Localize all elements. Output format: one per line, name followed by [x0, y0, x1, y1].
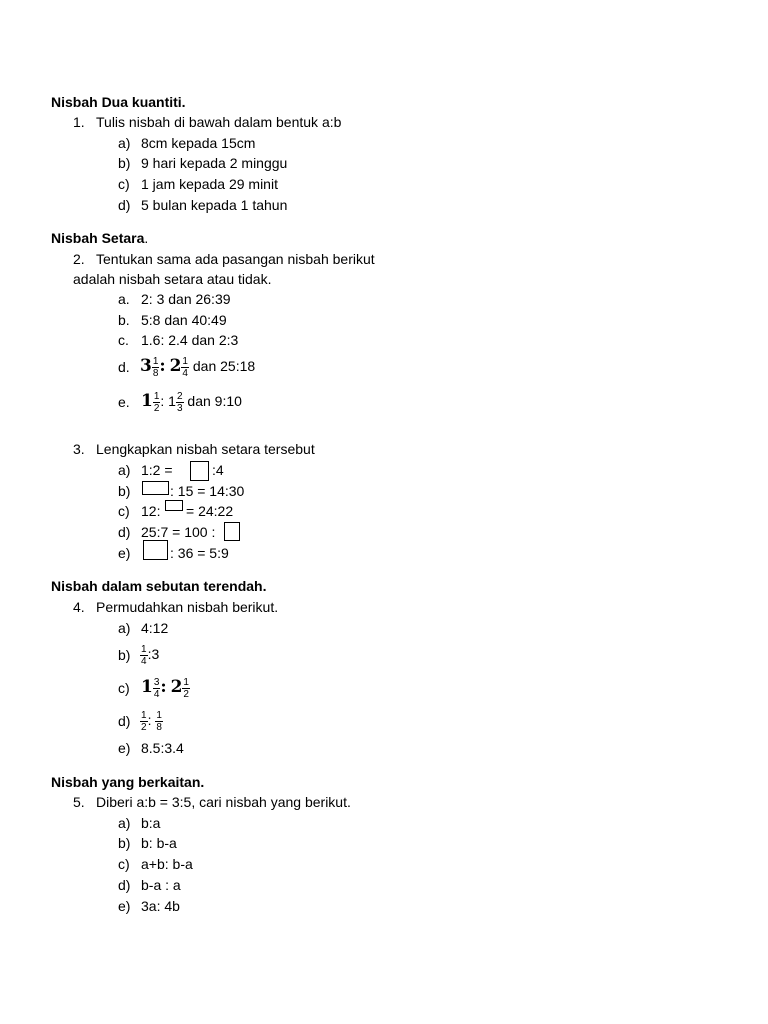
q1-item-b-label: b) [118, 155, 131, 171]
q4-d-fraction-2 [155, 710, 163, 733]
q5-item-c-label: c) [118, 856, 130, 872]
q2-e-fraction-2 [176, 391, 184, 414]
q2-d-numerator-1: 1 [152, 355, 159, 367]
q3-item-c-pre: 12: [141, 503, 161, 519]
q2-item-b-label: b. [118, 312, 130, 328]
q2-e-denominator-1: 2 [153, 402, 160, 414]
q3-item-e-post: : 36 = 5:9 [170, 545, 229, 561]
q2-d-numerator-2: 1 [182, 355, 188, 367]
q4-c-numerator-1: 3 [153, 676, 160, 688]
question-4-number: 4. [73, 599, 85, 615]
question-3-number: 3. [73, 441, 85, 457]
question-1-number: 1. [73, 114, 85, 130]
q4-item-e-label: e) [118, 740, 131, 756]
q3-item-c-label: c) [118, 503, 130, 519]
q2-e-denominator-2: 3 [176, 402, 183, 414]
q3-a-answer-box[interactable] [190, 461, 209, 481]
q4-b-fraction [140, 644, 148, 667]
q2-e-whole-1: 1 [141, 391, 153, 411]
q2-item-a-label: a. [118, 291, 130, 307]
section-heading-nisbah-setara: Nisbah Setara [51, 230, 145, 246]
q4-c-denominator-2: 2 [183, 688, 189, 700]
q2-item-c-label: c. [118, 332, 129, 348]
q4-item-c-label: c) [118, 680, 130, 696]
q1-item-d-label: d) [118, 197, 131, 213]
q4-item-a-label: a) [118, 620, 131, 636]
q4-c-whole-2: 2 [170, 677, 183, 697]
q2-item-a-text: 2: 3 dan 26:39 [141, 291, 231, 307]
q3-b-answer-box[interactable] [142, 481, 169, 495]
question-2-text-line1: Tentukan sama ada pasangan nisbah berikut [96, 251, 375, 267]
q4-c-numerator-2: 1 [183, 676, 189, 688]
q5-item-b-label: b) [118, 835, 131, 851]
q5-item-c-text: a+b: b-a [141, 856, 193, 872]
q5-item-b-text: b: b-a [141, 835, 177, 851]
q2-item-b-text: 5:8 dan 40:49 [141, 312, 227, 328]
q4-d-denominator-1: 2 [141, 721, 147, 733]
q4-d-separator: : [147, 712, 152, 728]
q1-item-c-label: c) [118, 176, 130, 192]
q2-d-denominator-1: 8 [152, 367, 159, 379]
q3-d-answer-box[interactable] [224, 522, 240, 541]
q5-item-e-label: e) [118, 898, 131, 914]
q1-item-a-label: a) [118, 135, 131, 151]
question-2-number: 2. [73, 251, 85, 267]
q1-item-b-text: 9 hari kepada 2 minggu [141, 155, 288, 171]
q2-e-numerator-1: 1 [153, 390, 160, 402]
q2-d-whole-1: 3 [140, 356, 152, 376]
q3-item-a-label: a) [118, 462, 131, 478]
q5-item-a-label: a) [118, 815, 131, 831]
q2-item-e-expression [141, 388, 242, 414]
q2-item-d-expression [140, 353, 255, 379]
q4-b-numerator: 1 [141, 643, 147, 655]
q2-d-denominator-2: 4 [182, 367, 188, 379]
q4-item-d-label: d) [118, 713, 131, 729]
q2-item-e-label: e. [118, 394, 130, 410]
question-5-number: 5. [73, 794, 85, 810]
q4-b-denominator: 4 [141, 655, 147, 667]
q5-item-d-text: b-a : a [141, 877, 181, 893]
q3-e-answer-box[interactable] [143, 540, 168, 560]
q2-item-c-text: 1.6: 2.4 dan 2:3 [141, 332, 239, 348]
q2-d-tail: dan 25:18 [192, 358, 256, 374]
q1-item-c-text: 1 jam kepada 29 minit [141, 176, 278, 192]
question-5-text: Diberi a:b = 3:5, cari nisbah yang berikut. [96, 794, 351, 810]
q2-d-whole-2: 2 [169, 356, 182, 376]
section-heading-nisbah-terendah: Nisbah dalam sebutan terendah. [51, 578, 267, 594]
question-1-text: Tulis nisbah di bawah dalam bentuk a:b [96, 114, 342, 130]
section-heading-dot: . [144, 230, 149, 246]
q4-c-separator: : [160, 677, 167, 697]
q2-item-d-label: d. [118, 359, 130, 375]
q4-item-d-expression [140, 706, 163, 734]
q1-item-a-text: 8cm kepada 15cm [141, 135, 256, 151]
q4-item-b-expression [140, 640, 159, 668]
q5-item-a-text: b:a [141, 815, 161, 831]
q4-item-b-label: b) [118, 647, 131, 663]
q3-item-b-label: b) [118, 483, 131, 499]
q4-d-numerator-2: 1 [156, 709, 162, 721]
section-heading-nisbah-setara-row [51, 228, 148, 248]
q4-d-fraction-1 [140, 710, 148, 733]
q2-e-separator: : 1 [160, 393, 176, 409]
q2-d-fraction-2 [181, 356, 189, 379]
q4-item-e-text: 8.5:3.4 [141, 740, 184, 756]
q3-item-d-pre: 25:7 = 100 : [141, 524, 216, 540]
q3-item-c-post: = 24:22 [186, 503, 234, 519]
section-heading-nisbah-dua-kuantiti: Nisbah Dua kuantiti. [51, 94, 186, 110]
q4-d-numerator-1: 1 [141, 709, 147, 721]
q4-c-fraction-2 [182, 677, 190, 700]
q4-d-denominator-2: 8 [156, 721, 162, 733]
question-4-text: Permudahkan nisbah berikut. [96, 599, 279, 615]
q4-c-whole-1: 1 [141, 677, 153, 697]
q4-c-denominator-1: 4 [153, 688, 160, 700]
q4-item-c-expression [141, 673, 190, 701]
q3-item-b-post: : 15 = 14:30 [170, 483, 245, 499]
q3-c-answer-box[interactable] [165, 500, 183, 511]
q1-item-d-text: 5 bulan kepada 1 tahun [141, 197, 288, 213]
q2-e-tail: dan 9:10 [183, 393, 242, 409]
q3-item-a-post: :4 [212, 462, 224, 478]
question-2-text-line2: adalah nisbah setara atau tidak. [73, 271, 272, 287]
q3-item-d-label: d) [118, 524, 131, 540]
q2-d-separator: : [159, 356, 166, 376]
section-heading-nisbah-berkaitan: Nisbah yang berkaitan. [51, 774, 205, 790]
q5-item-d-label: d) [118, 877, 131, 893]
q2-e-numerator-2: 2 [176, 390, 183, 402]
q3-item-e-label: e) [118, 545, 131, 561]
q5-item-e-text: 3a: 4b [141, 898, 180, 914]
q4-item-a-text: 4:12 [141, 620, 169, 636]
q3-item-a-pre: 1:2 = [141, 462, 173, 478]
question-3-text: Lengkapkan nisbah setara tersebut [96, 441, 315, 457]
q4-b-tail: :3 [147, 646, 160, 662]
